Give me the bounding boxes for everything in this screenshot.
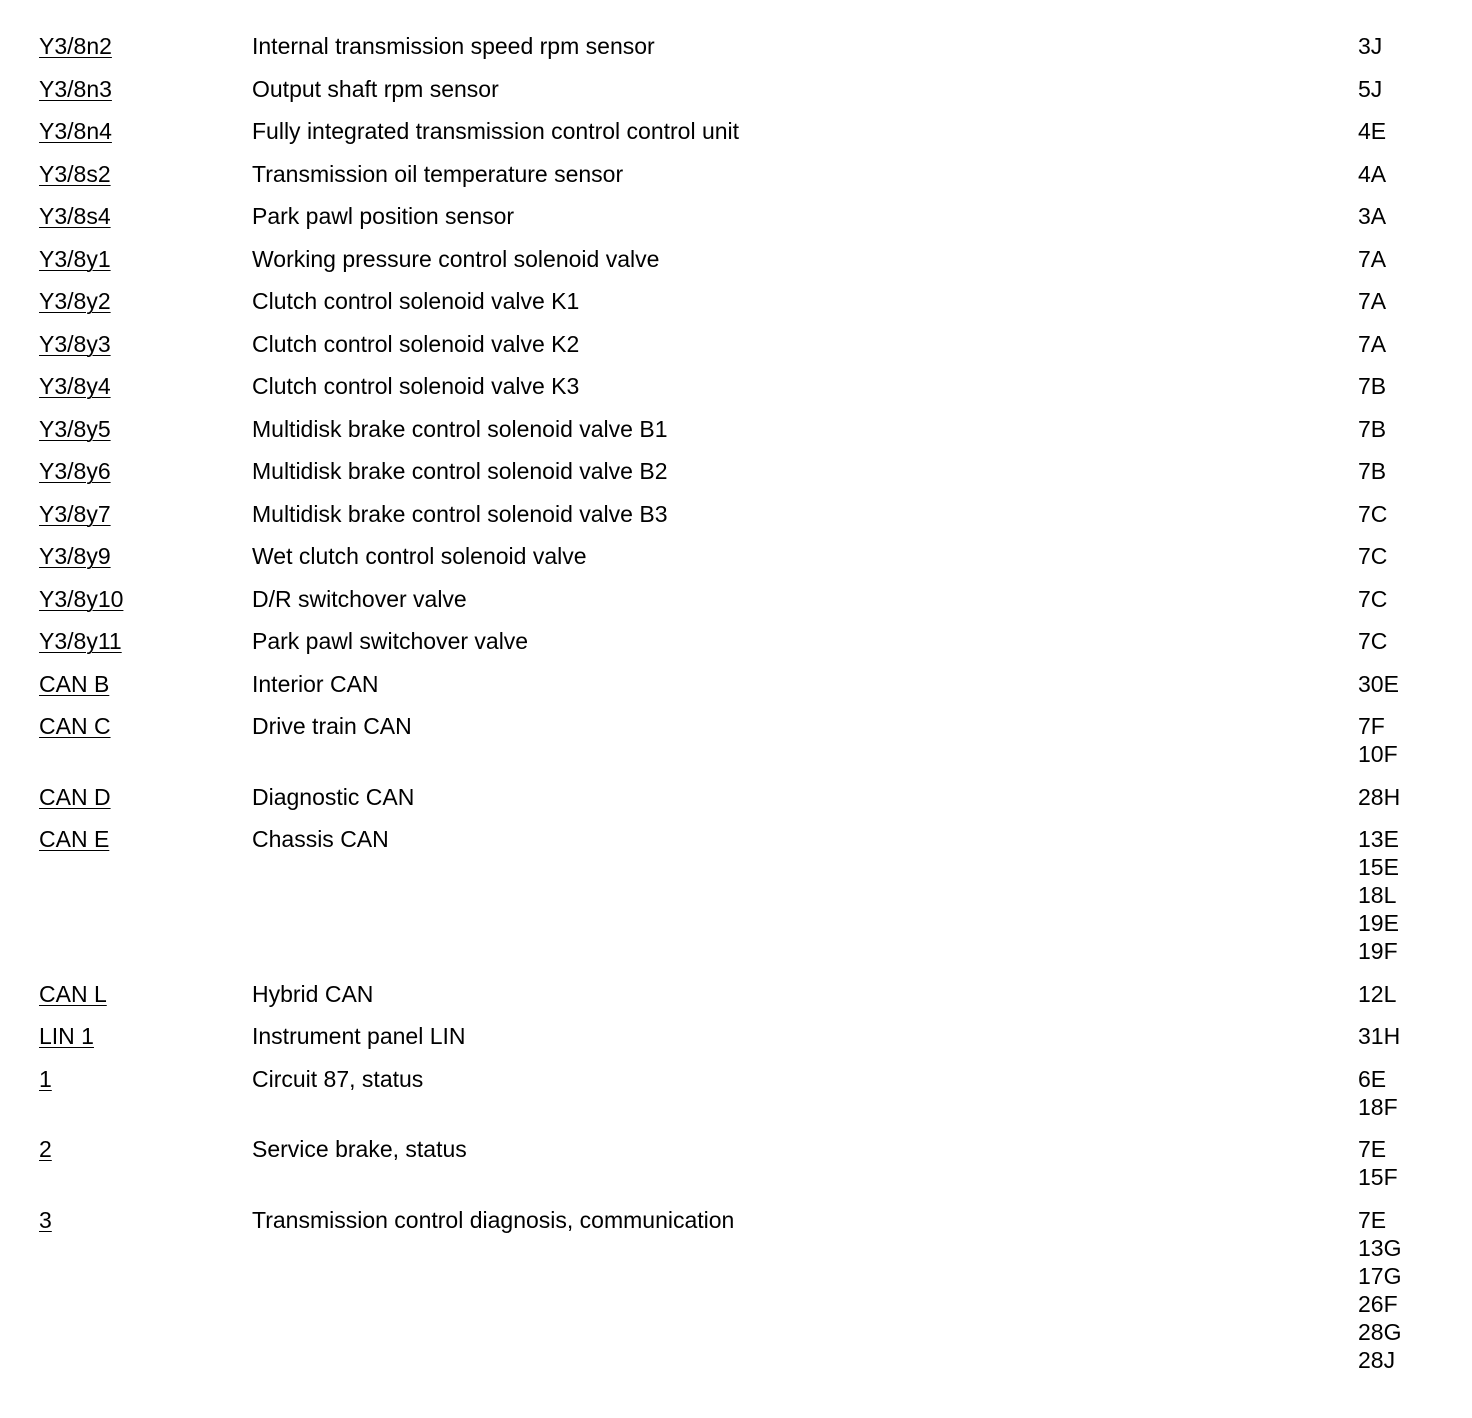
grid-reference: 18L	[1358, 882, 1397, 908]
grid-reference: 15E	[1358, 854, 1399, 880]
component-description: Working pressure control solenoid valve	[252, 245, 660, 272]
grid-reference-list	[1358, 1022, 1400, 1050]
grid-reference-list	[1358, 670, 1399, 698]
component-description: Transmission control diagnosis, communication	[252, 1206, 735, 1233]
component-description: Clutch control solenoid valve K2	[252, 330, 580, 357]
grid-reference: 7F	[1358, 713, 1385, 739]
grid-reference: 28J	[1358, 1346, 1396, 1373]
grid-reference: 28H	[1358, 783, 1401, 810]
component-code-link[interactable]: Y3/8n4	[39, 118, 112, 144]
grid-reference-list	[1358, 712, 1398, 768]
component-description: Hybrid CAN	[252, 980, 374, 1007]
grid-reference-list	[1358, 500, 1387, 528]
grid-reference: 7A	[1358, 330, 1387, 357]
component-description: Clutch control solenoid valve K1	[252, 288, 580, 314]
component-description: Clutch control solenoid valve K3	[252, 373, 580, 399]
component-code-link[interactable]: Y3/8y3	[39, 330, 111, 357]
grid-reference: 4E	[1358, 118, 1387, 144]
grid-reference: 26F	[1358, 1290, 1398, 1317]
component-description: Multidisk brake control solenoid valve B1	[252, 415, 668, 442]
grid-reference-list	[1358, 783, 1400, 811]
component-code-link[interactable]: Y3/8y1	[39, 245, 111, 272]
component-code-link[interactable]: CAN E	[39, 826, 110, 852]
grid-reference-list	[1358, 542, 1387, 570]
component-description: Wet clutch control solenoid valve	[252, 543, 587, 569]
grid-reference: 7B	[1358, 458, 1387, 484]
grid-reference-list	[1358, 1065, 1398, 1121]
grid-reference: 30E	[1358, 670, 1399, 697]
grid-reference-list	[1358, 372, 1386, 400]
component-code-link[interactable]: Y3/8n2	[39, 33, 112, 59]
grid-reference: 31H	[1358, 1023, 1401, 1049]
grid-reference-list	[1358, 627, 1387, 655]
grid-reference: 13E	[1358, 826, 1399, 852]
grid-reference: 5J	[1358, 75, 1383, 102]
component-code-link[interactable]: Y3/8y10	[39, 585, 124, 612]
component-code-link[interactable]: Y3/8y5	[39, 415, 111, 442]
grid-reference-list	[1358, 825, 1399, 965]
component-description: Diagnostic CAN	[252, 783, 415, 810]
grid-reference: 3A	[1358, 203, 1387, 229]
grid-reference: 7C	[1358, 585, 1388, 612]
grid-reference-list	[1358, 415, 1386, 443]
component-description: Internal transmission speed rpm sensor	[252, 33, 655, 59]
component-description: Park pawl position sensor	[252, 203, 515, 229]
component-code-link[interactable]: Y3/8y2	[39, 288, 111, 314]
component-description: Multidisk brake control solenoid valve B3	[252, 500, 668, 527]
component-description: Instrument panel LIN	[252, 1023, 466, 1049]
grid-reference: 7B	[1358, 415, 1387, 442]
component-description: Interior CAN	[252, 670, 379, 697]
grid-reference-list	[1358, 980, 1396, 1008]
grid-reference-list	[1358, 1206, 1401, 1374]
grid-reference-list	[1358, 75, 1382, 103]
component-description: Chassis CAN	[252, 826, 389, 852]
grid-reference-list	[1358, 160, 1386, 188]
grid-reference: 28G	[1358, 1318, 1402, 1345]
grid-reference: 18F	[1358, 1093, 1398, 1120]
component-code-link[interactable]: CAN C	[39, 713, 111, 739]
component-code-link[interactable]: Y3/8y7	[39, 500, 111, 527]
component-description: Park pawl switchover valve	[252, 628, 529, 654]
grid-reference: 7A	[1358, 288, 1387, 314]
component-code-link[interactable]: Y3/8s4	[39, 203, 111, 229]
grid-reference-list	[1358, 457, 1386, 485]
grid-reference-list	[1358, 1135, 1398, 1191]
grid-reference: 17G	[1358, 1262, 1402, 1289]
component-description: Multidisk brake control solenoid valve B2	[252, 458, 668, 484]
grid-reference-list	[1358, 202, 1386, 230]
component-description: Output shaft rpm sensor	[252, 75, 499, 102]
component-code-link[interactable]: Y3/8y4	[39, 373, 111, 399]
grid-reference: 7C	[1358, 628, 1388, 654]
grid-reference: 12L	[1358, 980, 1397, 1007]
grid-reference: 4A	[1358, 160, 1387, 187]
grid-reference: 7C	[1358, 543, 1388, 569]
component-code-link[interactable]: 2	[39, 1136, 52, 1162]
grid-reference-list	[1358, 32, 1382, 60]
component-code-link[interactable]: Y3/8y11	[39, 628, 122, 654]
component-code-link[interactable]: Y3/8y6	[39, 458, 111, 484]
component-code-link[interactable]: 3	[39, 1206, 52, 1233]
component-description: Transmission oil temperature sensor	[252, 160, 624, 187]
component-description: D/R switchover valve	[252, 585, 467, 612]
component-code-link[interactable]: LIN 1	[39, 1023, 94, 1049]
grid-reference: 3J	[1358, 33, 1383, 59]
component-description: Circuit 87, status	[252, 1065, 424, 1092]
grid-reference: 19E	[1358, 910, 1399, 936]
grid-reference: 10F	[1358, 741, 1398, 767]
grid-reference-list	[1358, 287, 1386, 315]
grid-reference: 6E	[1358, 1065, 1387, 1092]
component-description: Service brake, status	[252, 1136, 467, 1162]
grid-reference: 19F	[1358, 938, 1398, 964]
component-code-link[interactable]: CAN L	[39, 980, 107, 1007]
component-code-link[interactable]: 1	[39, 1065, 52, 1092]
grid-reference-list	[1358, 117, 1386, 145]
component-code-link[interactable]: CAN D	[39, 783, 111, 810]
component-code-link[interactable]: Y3/8y9	[39, 543, 111, 569]
component-code-link[interactable]: Y3/8n3	[39, 75, 112, 102]
grid-reference-list	[1358, 585, 1387, 613]
grid-reference: 7A	[1358, 245, 1387, 272]
component-description: Fully integrated transmission control control unit	[252, 118, 740, 144]
grid-reference-list	[1358, 330, 1386, 358]
grid-reference: 7C	[1358, 500, 1388, 527]
grid-reference: 7E	[1358, 1136, 1387, 1162]
grid-reference: 13G	[1358, 1234, 1402, 1261]
grid-reference: 15F	[1358, 1164, 1398, 1190]
grid-reference: 7B	[1358, 373, 1387, 399]
grid-reference-list	[1358, 245, 1386, 273]
component-code-link[interactable]: CAN B	[39, 670, 110, 697]
component-code-link[interactable]: Y3/8s2	[39, 160, 111, 187]
grid-reference: 7E	[1358, 1206, 1387, 1233]
component-description: Drive train CAN	[252, 713, 412, 739]
